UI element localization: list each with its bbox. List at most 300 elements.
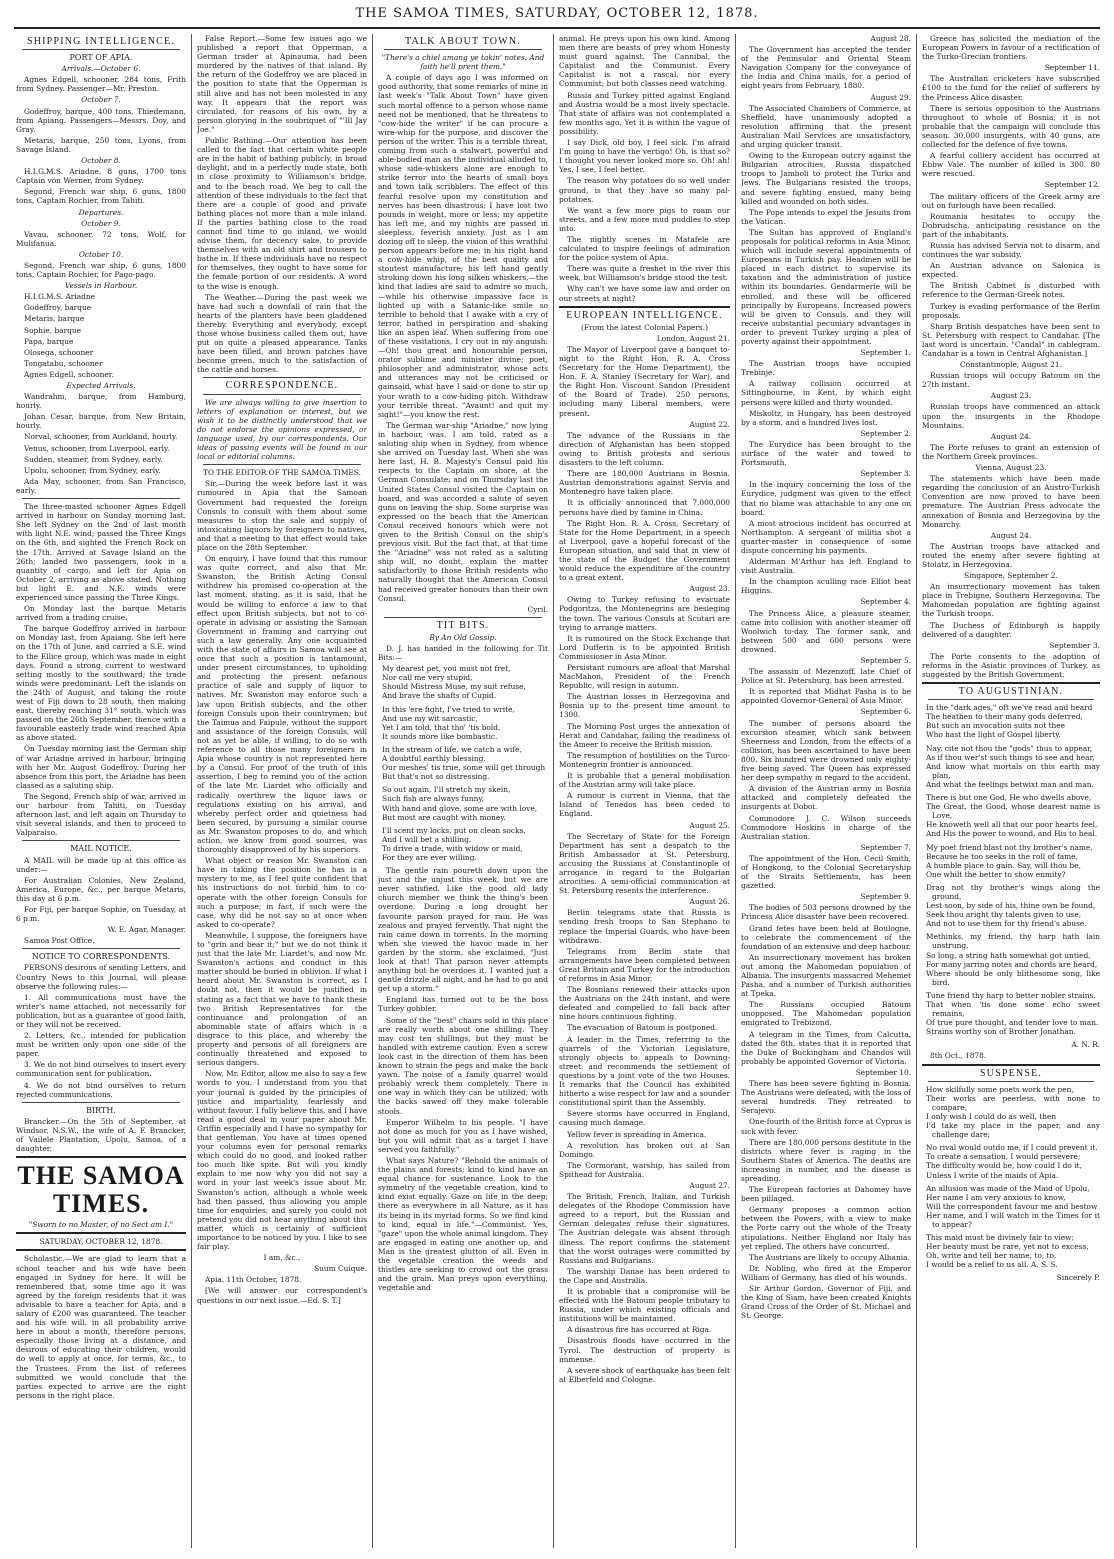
news-item: Dr. Nobling, who fired at the Emperor William of Germany, has died of his wounds. (741, 1263, 911, 1282)
notice-text: 2. Letters, &c., intended for publication must be written only upon one side of the paper. (16, 1031, 186, 1059)
news-paragraph: False Report.—Some few issues ago we published a report that Opperman, a German trader at Apinauma, had been murdered by the natives of that island. By the return of the Godeffroy we are placed in the position to state that the Opperman is still alive and has not been molested in any way. It appears that the report was circulated, for reasons of his own, by a person glorying in the soubriquet of "'Ill Jay Joe." (197, 34, 367, 134)
dateline: September 9. (860, 892, 911, 902)
news-item: There is serious opposition to the Austrians throughout to whole of Bosnia; it is not probable that the campaign will conclude this season. 30,000 insurgents, with 40 guns, are collected for the defence of five towns. (922, 103, 1100, 150)
news-item: The Sultan has approved of England's proposals for political reforms in Asia Minor, which will include several appointments of Europeans in Turkish pay. Headmen will be placed in each district to supervise its taxation and the administration of justice within its boundaries. Gendarmerie will be enrolled, and these will be officered principally by Europeans. Increased powers will be given to Consuls, and they will receive substantial pecuniary advantages in order to prevent Turkey urging a plea of poverty against their appointment. (741, 227, 911, 346)
dateline: August 28. (870, 34, 911, 43)
dateline: Constantinople, August 21. (960, 360, 1062, 370)
verse-line: Tune friend thy harp to better nobler strains, (926, 990, 1096, 1000)
letter-date: Apia, 11th October, 1878. (205, 1275, 302, 1285)
news-item: The Pope intends to expel the Jesuits from the Vatican. (741, 207, 911, 226)
verse-stanza (922, 843, 1100, 879)
news-item: The appointment of the Hon. Cecil Smith, of Hongkong, to the Colonial Secretaryship of the Straits Settlements, has been gazetted. (741, 853, 911, 891)
news-item: Greece has solicited the mediation of the European Powers in favour of a rectification of the Turko-Grecian frontiers. (922, 34, 1100, 62)
news-item: Russia has advised Servia not to disarm, and continues the war subsidy. (922, 240, 1100, 260)
poem-date: 8th Oct., 1878. (930, 1051, 987, 1061)
verse-stanza (922, 1085, 1100, 1140)
news-item: Owing to the European outcry against the Bulgarian atrocities, Russia dispatched troops to Jamboli to protect the Turks and Jews. The Bulgarians resisted the troops, and severe fighting ensued, many being killed and wounded on both sides. (741, 151, 911, 206)
news-item: Disastrous floods have occurred in the Tyrol. The destruction of property is immense. (559, 1336, 730, 1364)
verse-line: And use my wit sarcastic, (382, 713, 478, 723)
column-divider (372, 34, 373, 1548)
dateline: September 2. (860, 428, 911, 438)
tit-bits-paragraph: The reason why potatoes do so well under ground, is that they have so many pal-potatoes. (559, 176, 730, 204)
date-line: October 7. (81, 95, 121, 105)
dateline: August 23. (689, 584, 730, 594)
verse-stanza (378, 785, 548, 821)
paper-title: THE SAMOA TIMES. (17, 1161, 185, 1219)
european-subheading: (From the latest Colonial Papers.) (581, 322, 708, 332)
news-item: A revolution has broken out at San Domingo. (559, 1140, 730, 1159)
news-item: One-fourth of the British force at Cyprus is sick with fever. (741, 1117, 911, 1136)
news-item: The Associated Chambers of Commerce, at Sheffield, have unanimously adopted a resolution affirming that the present Australian Mail Services are unsatisfactory, and urging quicker transit. (741, 103, 911, 150)
vessel-item: Metaris, barque (24, 314, 85, 324)
verse-line: The heathen to their many gods deferred, (926, 712, 1083, 722)
shipping-paragraph: On Tuesday morning last the German ship of war Ariadne arrived in harbour, bringing with her Mr. August Godeffroy. During her absence from this port, the Ariadne has been classed as a saluting ship. (16, 744, 186, 790)
news-item: An insurrectionary movement has taken place in Trebigne, Southern Herzegovina. The Mahomedan population are fighting against the Turkish troops. (922, 582, 1100, 619)
divider (16, 1232, 186, 1234)
news-item: The British Cabinet is disturbed with reference to the German-Greek notes. (922, 281, 1100, 300)
divider (922, 682, 1100, 684)
verse-line: An allusion was made of the Maid of Upolu, (926, 1183, 1090, 1193)
verse-line: To drive a trade, with widow or maid, (382, 843, 523, 853)
news-item: The assassin of Mezenzoff, late Chief of Police at St. Petersburg, has been arrested. (741, 667, 911, 686)
dateline: August 24. (990, 431, 1032, 441)
letter-paragraph: What object or reason Mr. Swanston can have in taking the position he has is a mystery to me, as I feel quite confident that his instructions do not forbid him to co-operate with the other foreign Consuls for such a purpose; in fact, if such were the case, why did he not say so at once when asked to co-operate? (197, 856, 367, 929)
news-item: Germany proposes a common action between the Powers, with a view to make the Porte carry out the whole of the Treaty stipulations. Neither England nor Italy has yet replied. The others have concurred. (741, 1205, 911, 1251)
verse-line: I'll scent my locks, put on clean socks, (382, 825, 526, 835)
divider (384, 49, 542, 50)
tit-bits-paragraph: D. J. has handed in the following for Tit Bits:— (378, 644, 548, 663)
verse-line: Her name I am very anxious to know, (926, 1192, 1066, 1202)
port-heading: PORT OF APIA. (69, 53, 133, 63)
dateline: September 3. (1049, 640, 1100, 650)
talk-heading: TALK ABOUT TOWN. (405, 36, 521, 47)
news-item: The Duchess of Edinburgh is happily delivered of a daughter. (922, 620, 1100, 639)
verse-line: I would be a relief to us all. A. S. S. (926, 1260, 1058, 1270)
poem-signature: Sincerely P. (1056, 1273, 1100, 1283)
tit-bits-paragraph: The nightly scenes in Matafele are calculated to inspire feelings of admiration for the police system of Apia. (559, 234, 730, 263)
news-item: The warship Danae has been ordered to the Cape and Australia. (559, 1266, 730, 1285)
verse-stanza (922, 744, 1100, 789)
verse-line: Will the correspondent favour me and bestow (926, 1201, 1098, 1211)
verse-line: Lest soon, by side of his, thine own be found, (926, 901, 1096, 911)
news-item: The number of persons aboard the excursion steamer, which sank between Sheerness and London, from the effects of a collision, has been ascertained to have been 800. Six hundred were drowned only eighty-five being saved. The Queen has expressed her deep sympathy in regard to the accident. (741, 718, 911, 783)
verse-line: I'd take my place in the paper, and any challenge dare; (926, 1121, 1100, 1140)
arrival-entry: Metaris, barque, 250 tons, Lyons, from Savage Island. (16, 135, 186, 154)
verse-line: And brave the shafts of Cupid. (382, 691, 497, 701)
verse-stanza (922, 1233, 1100, 1269)
arrival-entry: Godeffroy, barque, 400 tons, Thiedemann, from Apiang. Passengers—Messrs. Doy, and Gray. (16, 106, 186, 134)
divider (203, 394, 361, 395)
dateline: August 26. (689, 897, 730, 907)
dateline: September 11. (1044, 63, 1100, 73)
news-item: Commodore J. C. Wilson succeeds Commodore Hoskins in charge of the Australian station. (741, 813, 911, 841)
news-item: It is probable that a general mobilisation of the Austrian army will take place. (559, 771, 730, 790)
dateline: September 6. (860, 707, 911, 717)
dateline: September 4. (860, 597, 911, 607)
verse-stanza (378, 826, 548, 862)
divider (922, 1064, 1100, 1066)
verse-line: But such an invocation suits not thee (926, 721, 1066, 731)
news-item: The Princess Alice, a pleasure steamer, came into collision with another steamer off Woolwich to-day. The former sank, and between 500 and 600 persons were drowned. (741, 608, 911, 654)
news-item: A severe shock of earthquake has been felt at Elberfeld and Cologne. (559, 1365, 730, 1384)
verse-line: Such fish are always funny, (382, 794, 484, 804)
column-4 (559, 34, 730, 1548)
verse-stanza (922, 1143, 1100, 1179)
departure-entry: Segond, French war ship, 6 guns, 1800 tons, Captain Rochier, for Pago-pago. (16, 260, 186, 280)
dateline: Vienna, August 23. (975, 463, 1047, 473)
news-item: A telegram in the Times, from Calcutta, dated the 8th, states that it is reported that the Duke of Buckingham and Chandos will probably be appointed Governor of Victoria. (741, 1029, 911, 1066)
dateline: London, August 21. (656, 333, 730, 343)
shipping-paragraph: The Segond, French ship of war, arrived in our harbour from Tahiti, on Tuesday afternoon last, and left again on Thursday to visit several islands, and then to proceed to Valparaiso. (16, 791, 186, 838)
letter-paragraph: Sir,—During the week before last it was rumoured in Apia that the Samoan Government had requested the foreign Consuls to consult with them about some measures to stop the sale and supply of intoxicating liquors by foreigners to natives, and that a meeting to that effect would take place on the 28th September. (197, 479, 367, 552)
expected-item: Johan Cesar, barque, from New Britain, hourly. (16, 412, 186, 431)
verse-line: The difficulty would be, how could I do it, (926, 1161, 1082, 1171)
tit-bits-paragraph: Some of the "best" chairs sold in this place are really worth about one shilling. They may cost ten shillings, but they must be handled with extreme caution. Even a screw look cast in the direction of them has been known to strain the pegs and make the back yawn. The noise of a family quarrel would probably wreck them completely. There is one way in which they can be utilized; with the backs sawed off they make tolerable stools. (378, 1015, 548, 1116)
news-item: The Australian cricketers have subscribed £100 to the fund for the relief of sufferers by the Princess Alice disaster. (922, 74, 1100, 102)
verse-stanza (922, 883, 1100, 928)
news-item: It is reported that Midhat Pasha is to be appointed Governor-General of Asia Minor. (741, 687, 911, 706)
verse-line: He knoweth well all that our poor hearts feel, (926, 820, 1098, 830)
divider (22, 498, 180, 499)
arrival-entry: Segond, French war ship, 6 guns, 1800 tons, Captain Rochier, from Tahiti. (16, 187, 186, 206)
news-item: The Eurydice has been brought to the surface of the water and towed to Portsmouth. (741, 439, 911, 468)
suspense-heading: SUSPENSE. (979, 1067, 1043, 1079)
news-item: In the champion sculling race Elliot beat Higgins. (741, 577, 911, 596)
dateline: August 29. (870, 92, 911, 102)
mail-notice-text: For Fiji, per barque Sophie, on Tuesday, at 6 p.m. (16, 904, 186, 924)
poem-signature: A. N. R. (1071, 1040, 1100, 1050)
date-line: October 10. (78, 249, 124, 259)
date-line: October 9. (81, 218, 121, 228)
news-item: The Government has accepted the tender of the Peninsular and Oriental Steam Navigation Company for the conveyance of the India and China mails, for a period of eight years from February, 1880. (741, 45, 911, 91)
verse-line: And know what mortals on this earth may plan, (926, 761, 1100, 780)
mail-signature: W. E. Agar, Manager. (107, 925, 186, 935)
letter-paragraph: On enquiry, I have found that this rumour was quite correct, and also that Mr. Swanston, the British Acting Consul withdrew his promised co-operation at the last moment, stating, as it is said, that he would be willing to enforce a law to that effect upon British subjects, but not to co-operate in advising or assisting the Samoan Government in framing and carrying out such a law generally. Any one acquainted with the state of affairs in Samoa will see at once that such a position is tantamount, under present circumstances, to upholding and protecting the present nefarious practice of sale and supply of liquor to natives. Mr. Swanston may enforce such a law upon British subjects, and the other foreign Consuls upon their countrymen; but the Taimua and Faipule, without the support and assistance of the foreign Consuls, will not as yet be able, if willing, to do so with reference to all those many foreigners in Apia whose country is not represented here by a Consul. For proof of the truth of this assertion, I beg to remind you of the action of the late Mr. Liardet who officially and radically overthrew the liquor laws or regulations existing on his arrival, and whereby perfect order and quietness had been secured, by pursuing a similar course as Mr. Swanston proposes to do, and which action, we know from good sources, was thoroughly disapproved of by his superiors. (197, 554, 367, 855)
news-item: The Mayor of Liverpool gave a banquet to-night to the Right Hon. R. A. Cross (Secretary for the Home Department), the Hon. F. A. Stanley (Secretary for War), and the Right Hon. Viscount Sandon (President of the Board of Trade). 250 persons, including many Liberal members, were present. (559, 344, 730, 418)
tit-bits-paragraph: We want a few more pigs to roam our streets, and a few more mud puddles to step into. (559, 205, 730, 233)
dateline: September 1. (860, 348, 911, 358)
departures-heading: Departures. (78, 207, 124, 217)
verse-line: As if thou wer'st such things to see and hear, (926, 752, 1095, 762)
verse-line: Should Mistress Muse, my suit refuse, (382, 682, 526, 692)
talk-quote: "There's a chiel amang ye takin' notes, And faith he'll prent them." (381, 53, 545, 72)
news-paragraph: Public Bathing.—Our attention has been called to the fact that certain white people are in the habit of bathing publicly, in broad daylight, and in a perfectly nude state, both in close proximity to Williamson's bridge, and to the beach road. We beg to call the attention of these individuals to the fact that there are a couple of good and private bathing places not more than a mile inland. If the parties bathing close to the road cannot find time to go inland, we would advise them, for decency sake, to provide themselves with an old shirt and trousers to bathe in. If these individuals have no respect for themselves, they ought to have some for the female portion of our residents. A word to the wise is enough. (197, 136, 367, 291)
divider (203, 464, 361, 465)
expected-item: Norval, schooner, from Auckland, hourly. (24, 432, 178, 442)
notice-text: 3. We do not bind ourselves to insert every communication sent for publication. (16, 1060, 186, 1079)
news-item: A division of the Austrian army in Bosnia attacked and completely defeated the insurgents at Doboi. (741, 784, 911, 812)
notice-text: 1. All communications must have the writer's name attached, not necessarily for publication, but as a guarantee of good faith, or they will not be received. (16, 992, 186, 1029)
verse-line: To create a sensation, I would persevere; (926, 1152, 1081, 1162)
news-item: The bodies of 503 persons drowned by the Princess Alice disaster have been recovered. (741, 903, 911, 922)
divider (928, 699, 1094, 700)
verse-line: Seek thou aright thy talents given to use, (926, 910, 1082, 920)
dateline: August 27. (689, 1180, 730, 1190)
news-item: Turkey is evading performance of the Berlin proposals. (922, 301, 1100, 320)
verse-stanza (922, 1184, 1100, 1229)
expected-item: Wandrahm, barque, from Hamburg, hourly. (16, 392, 186, 411)
dateline: September 10. (855, 1067, 911, 1077)
talk-paragraph: The German war-ship "Ariadne," now lying in harbour, was, I am told, rated as a saluting ship when in Sydney, from whence she arrived on Tuesday last. When she was here last, H. B. Majesty's Consul paid his respects to the Captain on shore, at the German Consulate; and on Thursday last the United States Consul visited the Captain on board, and was accorded a salute of seven guns on leaving the ship. Some surprise was expressed on the beach that the American Consul received honours which were not given to the British Consul on the ship's previous visit. But the fact that, at that time the "Ariadne" was not rated as a saluting ship will, no doubt, explain the matter satisfactorily to those British residents who naturally thought that the American Consul had received greater honours than their own Consul. (378, 420, 548, 603)
shipping-paragraph: The three-masted schooner Agnes Edgell arrived in harbour on Sunday morning last. She left Sydney on the 2nd of last month with light N.E. wind; passed the Three Kings on the 6th, and sighted the French Rock on the 17th. Arrived at Savage Island on the 26th; landed two passengers, took in a quantity of cargo, and left for Apia on October 2, arriving as above stated. Nothing but light E. and N.E. winds were experienced since passing the Three Kings. (16, 502, 186, 602)
tit-bits-paragraph: The gentle rain poureth down upon the just and the unjust this week, but we are never satisfied. Like the good old lady church member we think the thing's been overdone. During a long drought her favourite parson prayed for rain. He was zealous and prayed fervently. That night the rain came down in torrents. In the morning when she viewed the havoc made in her garden by the storm, she exclaimed, "Just look at that! That parson never attempts anything but he overdoes it. I wanted just a gentle drizzle all night, and he had to go and get up a storm." (378, 866, 548, 994)
dateline: August 23. (990, 391, 1032, 401)
tit-bits-paragraph: Why can't we have some law and order on our streets at night? (559, 284, 730, 303)
tit-bits-paragraph: Emperor Wilhelm to his people. "I have not done as much for you as I have wished, but you will admit that as a target I have served you faithfully." (378, 1117, 548, 1154)
date-line: October 8. (81, 156, 121, 166)
verse-line: And what the feelings betwixt man and man. (926, 779, 1094, 789)
mail-notice-text: For Australian Colonies, New Zealand, America, Europe, &c., per barque Metaris, this day at 6 p.m. (16, 875, 186, 903)
news-item: The British, French, Italian, and Turkish delegates of the Rhodope Commission have agreed to a report, but the Russian and German delegates refuse their signatures. The Austrian delegate was absent through illness. The report confirms the statement that the worst outrages were committed by Russians and Bulgarians. (559, 1192, 730, 1265)
divider (559, 306, 730, 308)
augustinian-heading: TO AUGUSTINIAN. (958, 686, 1064, 698)
vessels-heading: Vessels in Harbour. (64, 281, 138, 291)
verse-line: In this 'ere fight, I've tried to write, (382, 704, 515, 714)
verse-line: But that's not so distressing. (382, 772, 490, 782)
verse-stanza (378, 745, 548, 781)
editor-note: [We will answer our correspondent's questions in our next issue.—Ed. S. T.] (197, 1286, 367, 1305)
verse-line: But most are caught with money. (382, 812, 506, 822)
news-item: A disastrous fire has occurred at Riga. (567, 1325, 712, 1335)
verse-line: Their works are peerless, with none to compare, (926, 1093, 1100, 1112)
notice-text: 4. We do not bind ourselves to return rejected communications. (16, 1080, 186, 1099)
verse-line: No rival would outdo me, if I could prevent it. (926, 1143, 1098, 1153)
dateline: August 24. (990, 530, 1032, 540)
news-item: The Austrian troops have occupied Trebinje. (741, 359, 911, 378)
mail-notice-heading: MAIL NOTICE. (70, 844, 132, 854)
shipping-paragraph: On Monday last the barque Metaris arrived from a trading cruise. (16, 604, 186, 623)
dateline: September 12. (1044, 180, 1100, 190)
news-item: Telegrams from Berlin state that arrangements have been completed between Great Britain and Turkey for the introduction of reforms in Asia Minor. (559, 946, 730, 983)
editorial-paragraph: Scholastic.—We are glad to learn that a school teacher and his wife have been engaged in Sydney for here. It will be remembered that, some time ago it was agreed by the foreign residents that it was advisable to have a teacher for Apia, and a salary of £200 was guaranteed. The teacher and his wife will, in all probability arrive here in about a month, therefore persons, especially those living at a distance, and desirous of educating their children, would do well to apply at once, for terms, &c., to the Trustees. From the list of referees submitted we would conclude that the parties expected to arrive are the right persons in the right place. (16, 1254, 186, 1400)
verse-line: A humble place to gain. Say, will thou be, (926, 860, 1081, 870)
news-item: It is probable that a compromise will be effected with the Batoum people tributary to Russia, under which existing officials and institutions will be maintained. (559, 1287, 730, 1324)
column-divider (735, 34, 736, 1548)
divider (22, 948, 180, 949)
news-item: The Cormorant, warship, has sailed from Spithead for Australia. (559, 1160, 730, 1179)
vessel-item: Godeffroy, barque (24, 303, 92, 313)
european-heading: EUROPEAN INTELLIGENCE. (566, 309, 723, 321)
expected-item: Upolu, schooner, from Sydney, early. (24, 465, 161, 475)
correspondence-heading: CORRESPONDENCE. (225, 380, 339, 392)
verse-line: With hand and glove, some are with love, (382, 803, 538, 813)
arrival-entry: H.I.G.M.S. Ariadne, 8 guns, 1700 tons Captain von Werner, from Sydney. (16, 167, 186, 186)
column-divider (553, 34, 554, 1548)
vessel-item: H.I.G.M.S. Ariadne (24, 292, 95, 302)
verse-line: A doubtful earthly blessing, (382, 754, 486, 764)
tit-bits-paragraph: animal. He preys upon his own kind. Among men there are beasts of prey whom Honesty must guard against. The Cannibal, the Capitalist and the Communist. Every Capitalist is not a rascal, nor every Communist; but both classes need watching. (559, 34, 730, 89)
letter-heading: TO THE EDITOR OF THE SAMOA TIMES. (203, 468, 361, 478)
verse-line: Who hast the light of Gospel liberty. (926, 730, 1061, 740)
news-item: The Secretary of State for the Foreign Department has sent a despatch to the British Ambassador at St. Petersburg, accusing the Russians at Constantinople of arrogance in regard to the Bulgarian atrocities. A semi-official communication at St. Petersburg resents the interference. (559, 831, 730, 896)
divider (384, 617, 542, 618)
verse-line: How skilfully some poets work the pen, (926, 1084, 1074, 1094)
news-item: Severe storms have occurred in England, causing much damage. (559, 1109, 730, 1128)
mail-notice-text: A MAIL will be made up at this office as under:— (16, 855, 186, 874)
verse-line: So long, a string hath somewhat got untied, (926, 950, 1091, 960)
verse-stanza (378, 664, 548, 700)
dateline: September 7. (860, 842, 911, 852)
departure-entry: Vavau, schooner, 72 tons, Wolf, for Mulifanua. (16, 229, 186, 248)
verse-line: For they are ever willing. (382, 852, 477, 862)
news-item: The Austrian losses in Herzegovina and Bosnia up to the present time amount to 1300. (559, 692, 730, 720)
expected-item: Ada May, schooner, from San Francisco, early. (16, 476, 186, 495)
news-item: There are 180,000 Austrians in Bosnia. Austrian demonstrations against Servia and Montenegro have taken place. (559, 469, 730, 497)
birth-text: Brancker.—On the 5th of September, at Windsor, N.S.W., the wife of A. F. Brancker, of Vailele Plantation, Upolu, Samoa, of a daughter. (16, 1116, 186, 1154)
column-5 (741, 34, 911, 1548)
correspondence-note: We are always willing to give insertion to letters of explanation or interest, but we wish it to be distinctly understood that we do not endorse the opinions expressed, or language used, by our correspondents. Our ideas of passing events will be found in our local or editorial columns. (197, 397, 367, 462)
news-item: A most atrocious incident has occurred at Northampton. A sergeant of militia shot a quarter-master in consequence of some dispute concerning his payments. (741, 518, 911, 555)
verse-line: The Great, the Good, whose dearest name is Love, (926, 802, 1100, 821)
tit-bits-paragraph: I say Dick, old boy, I feel sick. I'm afraid I'm going to have the vertigo! Oh, is that so? I thought you never looked more so. Oh! ah! Yes, I see, I feel better. (559, 138, 730, 175)
mail-office: Samoa Post Office. (24, 936, 95, 946)
news-item: Roumania hesitates to occupy the Dobrudscha, anticipating resistance on the part of the inhabitants. (922, 211, 1100, 239)
news-item: The resumption of hostilities on the Turco-Montenegrin frontier is announced. (559, 750, 730, 769)
dateline: August 22. (689, 419, 730, 429)
paper-date: SATURDAY, OCTOBER 12, 1878. (39, 1237, 163, 1247)
news-item: An insurrectionary movement has broken out among the Mahomedan population of Albania. The insurgents massacred Mehemet Pasha, and a number of Turkish authorities at Tpeka. (741, 952, 911, 999)
verse-line: Drag not thy brother's wings along the ground, (926, 882, 1100, 901)
divider (16, 1249, 186, 1251)
dateline: Singapore, September 2. (964, 571, 1058, 581)
verse-line: Her beauty must be rare, yet not to excess, (926, 1242, 1089, 1252)
divider (16, 1156, 186, 1158)
news-item: Sharp British despatches have been sent to St. Petersburg with respect to Candahar. [The last word is uncertain. "Candal" in cablegram. Candahar is a town in Central Afghanistan.] (922, 321, 1100, 358)
talk-paragraph: A couple of days ago I was informed on good authority, that some remarks of mine in last week's "Talk About Town" have given such mortal offence to a person whose name need not be mentioned, that he threatens to "cow-hide the writer" if he can procure a wire-whip for the purpose, and discover the person of the writer. This is a terrible threat, coming from such a stalwart, powerful and able-bodied man as the individual alluded to, whose side-whiskers alone are enough to strike terror into the hearts of small boys and town talk scribblers. The effect of this fearful resolve upon my constitution and nerves has been disastrous; I have lost two pounds in weight, more or less; my appetite has left me, and my nights are passed in sleepless, feverish anxiety. Just as I am dozing off to sleep, the vision of this wrathful person appears before me; in his right hand a cow-hide whip, of the best quality and stoutest manufacture; his left hand gently stroking down his long silken whiskers,—the kind that ladies are said to admire so much,—while his otherwise impassive face is lighted up with a Satanic-like smile so terrible to behold that I awake with a cry of terror, bathed in perspiration and shaking like an aspen leaf. When suffering from one of these visitations, I cry out in my anguish:—Oh! thou great and honourable person, orator sublime and minister divine; poet, philosopher and administrator, whose acts and utterances may not be criticised or gainsaid, what have I said or done to stir up your wrath to a cow-hiding pitch. Withdraw your terrible threat. "Avaunt! and quit my sight!"—you know the rest. (378, 73, 548, 419)
divider (22, 49, 180, 50)
expected-item: Venus, schooner, from Liverpool, early. (24, 443, 170, 453)
expected-item: Sudden, steamer, from Sydney, early. (24, 454, 163, 464)
verse-stanza (922, 932, 1100, 987)
letter-paragraph: Now, Mr. Editor, allow me also to say a few words to you. I understand from you that your journal is guided by the principles of justice and impartiality, fearlessly and without favour. I fully believe this, and I have read a good deal in your paper about Mr. Griffin especially and I have no sympathy for that gentleman. You have at times opened your columns even for personal remarks which could do no good, and looked rather too much like spite. But will you kindly explain to me now why you did not say a word in your last week's issue about Mr. Swanston's action, although a whole week had then passed, thus allowing you ample time for enquiries; and surely you could not pretend you did not hear anything about this matter, which is certainly of sufficient importance to be noticed by you. I like to see fair play. (197, 1069, 367, 1252)
column-2 (197, 34, 367, 1548)
news-item: The Austrian troops have attacked and routed the enemy after severe fighting at Stolatz, in Herzegovina. (922, 541, 1100, 569)
verse-line: Our meshes' tis true, some will get through (382, 763, 546, 773)
dateline: September 3. (860, 469, 911, 479)
news-item: Berlin telegrams state that Russia is sending fresh troops to San Stephano to replace the Imperial Guards, who have been withdrawn. (559, 908, 730, 945)
vessel-item: Olosega, schooner (24, 347, 94, 357)
letter-paragraph: Meanwhile, I suppose, the foreigners have to "grin and bear it;" but we do not think it just that the late Mr. Liardet's, and now Mr. Swanston's actions and conduct in this matter should be buried in oblivion. If what I heard about Mr. Swanston is correct, as I doubt not, then it would be justified in stating as a fact that we have to thank these two British Representatives for the continuance and prolongation of an abominable state of affairs which is a disgrace to this place, and whereby the property and persons of all foreigners are continually threatened and exposed to serious dangers. (197, 930, 367, 1068)
news-item: A rumour is current in Vienna, that the Island of Tenedos has been ceded to England. (559, 791, 730, 819)
verse-line: My dearest pet, you must not fret, (382, 664, 511, 674)
news-item: There are 180,000 persons destitute in the districts where fever is raging in the Southern States of America. The deaths are increasing in number, and the disease is spreading. (741, 1137, 911, 1183)
news-item: Sir Arthur Gordon, Governor of Fiji, and the King of Siam, have been created Knights Grand Cross of the Order of St. Michael and St. George. (741, 1284, 911, 1321)
verse-line: Unless I write of the maids of Apia. (926, 1170, 1059, 1180)
verse-line: Nor call me very stupid, (382, 673, 473, 683)
letter-signature: Suum Cuique. (314, 1264, 367, 1274)
news-item: Alderman M'Arthur has left England to visit Australia. (741, 557, 911, 576)
verse-line: Methinks, my friend, thy harp hath lain unstrung, (926, 932, 1100, 951)
verse-line: In the stream of life, we catch a wife, (382, 744, 522, 754)
news-item: Persistant rumours are afloat that Marshal MacMahon, President of the French Republic, will resign in autumn. (559, 663, 730, 691)
news-paragraph: The Weather.—During the past week we have had such a downfall of rain that the hearts of the planters have been gladdened thereby. Everything and everybody, except those whose business called them out, have put on quite a pleased appearance. Tanks have been filled, and brown patches have become green, much to the satisfaction of the cattle and horses. (197, 292, 367, 375)
news-item: Grand fetes have been held at Boulogne, to celebrate the commencement of the foundation of an extensive and deep harbour. (741, 923, 911, 951)
verse-line: For many jarring notes and chords are heard, (926, 959, 1098, 969)
verse-line: One whilt the better to show enmity? (926, 869, 1066, 879)
verse-line: This maid must be divinely fair to view; (926, 1233, 1074, 1243)
news-item: A railway collision occurred at Sittingbourne, in Kent, by which eight persons were killed and thirty wounded. (741, 379, 911, 407)
verse-line: And I will bet a shilling, (382, 834, 472, 844)
news-item: The Right Hon. R. A. Cross, Secretary of State for the Home Department, in a speech at Liverpool, gave a hopeful forecast of the European situation, and said that in view of the state of the Budget the Government would reduce the expenditure of the country to a great extent. (559, 518, 730, 583)
verse-line: And not to use them for thy friend's abuse. (926, 919, 1087, 929)
news-item: In the inquiry concerning the loss of the Eurydice, judgment was given to the effect that no blame was attachable to any one on board. (741, 480, 911, 517)
tit-bits-paragraph: There was quite a freshet in the river this week, but Williamson's bridge stood the test. (559, 264, 730, 283)
notice-heading: NOTICE TO CORRESPONDENTS. (31, 952, 171, 962)
verse-line: Her name, and I will watch in the Times for it to appear? (926, 1210, 1100, 1229)
news-item: Owing to Turkey refusing to evacuate Podgoritza, the Montenegrins are besieging the town. The various Consuls at Scutari are trying to arrange matters. (559, 595, 730, 632)
vessel-item: Papa, barque (24, 336, 74, 346)
verse-stanza (922, 991, 1100, 1036)
column-divider (916, 34, 917, 1548)
verse-line: Oh, write and tell her name, to, to, (926, 1251, 1057, 1261)
verse-line: Yet I am told, that tho' 'tis bold, (382, 722, 501, 732)
verse-stanza (922, 793, 1100, 838)
dateline: August 25. (689, 820, 730, 830)
news-item: The statements which have been made regarding the conclusion of an Austro-Turkish Convention are now proved to have been premature. The Austrian Press advocate the annexation of Bosnia and Herzegovina by the Monarchy. (922, 474, 1100, 529)
verse-line: Of true pure thought, and tender love to man. (926, 1018, 1099, 1028)
verse-line: There is but one God, He who dwells above, (926, 793, 1092, 803)
birth-heading: BIRTH. (86, 1105, 116, 1115)
divider (22, 1102, 180, 1103)
news-item: A fearful colliery accident has occurred at Ebbw Vale. The number of killed is 300. 80 were rescued. (922, 151, 1100, 179)
tit-bits-heading: TIT BITS. (436, 619, 490, 631)
notice-text: PERSONS desirous of sending Letters, and Country News to this Journal, will please observe the following rules:— (16, 963, 186, 991)
news-item: There has been severe fighting in Bosnia. The Austrians were defeated, with the loss of several hundreds. They retreated to Serajevo. (741, 1079, 911, 1116)
divider (22, 840, 180, 841)
column-divider (191, 34, 192, 1548)
news-item: The European factories at Dahomey have been pillaged. (741, 1185, 911, 1204)
column-1 (16, 34, 186, 1548)
verse-line: Strains worthy son of Brother Jonathan. (926, 1027, 1076, 1037)
news-item: The evacuation of Batoum is postponed. (567, 1023, 718, 1033)
arrival-entry: Agnes Edgell, schooner, 284 tons, Frith from Sydney. Passenger—Mr. Preston. (16, 75, 186, 94)
verse-line: And His the power to wound, and His to heal. (926, 829, 1098, 839)
column-6 (922, 34, 1100, 1548)
divider (928, 1081, 1094, 1082)
vessel-item: Agnes Edgell, schooner. (24, 369, 114, 379)
arrivals-heading: Arrivals.—October 6. (61, 64, 141, 74)
tit-bits-byline: By An Old Gossip. (429, 632, 497, 642)
news-item: It is officially announced that 7,000,000 persons have died by famine in China. (559, 498, 730, 517)
news-item: Yellow fever is spreading in America. (567, 1129, 707, 1139)
news-item: The Bosnians renewed their attacks upon the Austrians on the 24th instant, and were defeated and compelled to fall back after nine hours continuous fighting. (559, 985, 730, 1022)
expected-heading: Expected Arrivals. (66, 381, 136, 390)
news-item: A leader in the Times, referring to the quarrels of the Victorian Legislature, strongly objects to appeals to Downing-street, and recommends the settlement of questions by a joint vote of the two Houses. It remarks that the Council has exhibited hitherto a wise respect for law and a sounder constitutional spirit than the Assembly. (559, 1034, 730, 1108)
news-item: Russian troops will occupy Batoum on the 27th instant. (922, 371, 1100, 390)
verse-stanza (378, 705, 548, 741)
verse-line: It sounds more like bombastic. (382, 731, 498, 741)
column-3 (378, 34, 548, 1548)
verse-line: So out again, I'll stretch my skein, (382, 785, 511, 795)
verse-line: I only wish I could do as well, then (926, 1111, 1057, 1121)
news-item: Miskoltz, in Hungary, has been destroyed by a storm, and a hundred lives lost. (741, 408, 911, 427)
news-item: The Russians occupied Batoum unopposed. The Mahomedan population emigrated to Trebizond. (741, 1000, 911, 1028)
news-item: An Austrian advance on Salonica is expected. (922, 261, 1100, 280)
verse-line: My poet friend blast not thy brother's name, (926, 842, 1093, 852)
divider (203, 377, 361, 378)
verse-stanza (922, 703, 1100, 739)
news-item: The advance of the Russians in the direction of Afghanistan has been stopped owing to British protests and serious disasters to the left column. (559, 430, 730, 468)
vessel-item: Tongatabu, schooner (24, 358, 103, 368)
news-item: The Morning Post urges the annexation of Herat and Candahar, failing the readiness of the Ameer to receive the British mission. (559, 721, 730, 749)
tit-bits-paragraph: What says Nature? "Behold the animals of the plains and forests; kind to kind have an equal chance for sustenance. Look to the symmetry of the vegetable creation, kind to kind exist equally. Gaze on life in the deep; there as everywhere in all Nature, as it has its being in its myriad forms. So we find kind to kind, equal in life."—Communist. Yes, "gaze" upon the whole animal kingdom. They are engaged in eating one another up, and Man is the greatest glutton of all. Even in the vegetable creation the weeds and thistles are seeking to crowd out the grass and the grain. Man preys upon everything, vegetable and (378, 1155, 548, 1293)
dateline: September 5. (860, 656, 911, 665)
news-item: Russian troops have commenced an attack upon the insurgents in the Rhodope Mountains. (922, 402, 1100, 430)
verse-line: In the "dark ages," oft we've read and heard (926, 703, 1093, 713)
tit-bits-paragraph: Russia and Turkey pitted against England and Austria would be a most lively spectacle. That state of affairs was not contemplated a few months ago. Yet it is within the vague of possibility. (559, 90, 730, 136)
masthead: THE SAMOA TIMES, SATURDAY, OCTOBER 12, 1878. (355, 6, 759, 21)
news-item: The Austrians are likely to occupy Albania. (749, 1252, 910, 1262)
